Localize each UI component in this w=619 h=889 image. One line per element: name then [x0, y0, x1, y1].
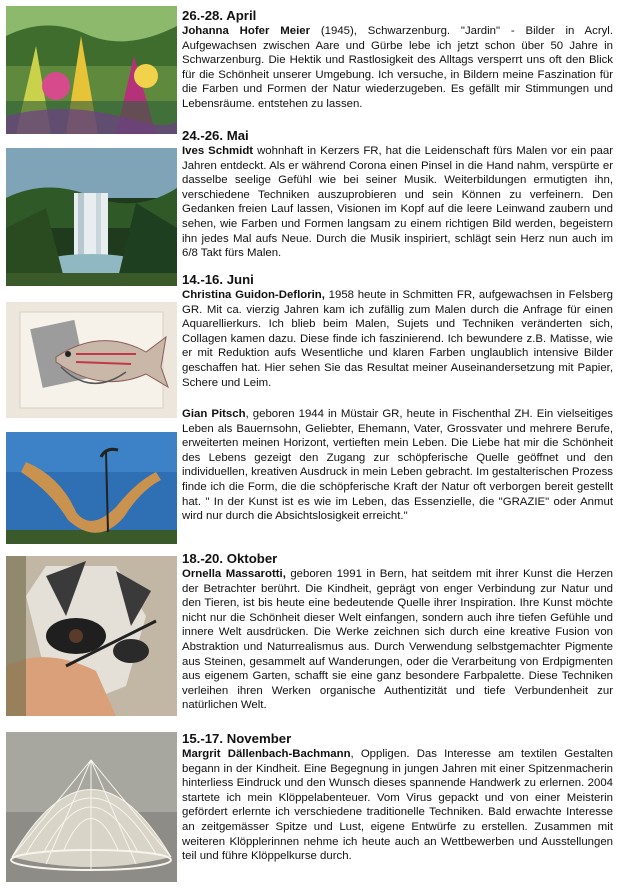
entry-date: 26.-28. April — [182, 8, 257, 23]
entry-description: (1945), Schwarzenburg. "Jardin" - Bilder in Acryl. Aufgewachsen zwischen Aare und Gürbe lebe ich jetzt schon über 50 Jahre in Schwarzenburg. Die Hektik und Rastlosigkeit des Alltags versperrt uns oft den Blick für die Schönheit unserer Umgebung. Ich versuche, in Bildern meine Faszination für die Farben und Formen der Natur wiederzugeben. Es gefällt mir Stimmungen und Lebensräume. entstehen zu lassen. — [182, 25, 613, 110]
entry-text — [182, 731, 613, 864]
artwork-image — [6, 6, 177, 134]
entry-date: 24.-26. Mai — [182, 128, 249, 143]
artwork-image — [6, 302, 177, 418]
entry-description: , geboren 1944 in Müstair GR, heute in Fischenthal ZH. Ein vielseitiges Leben als Bauernsohn, Geliebter, Ehemann, Vater, Grossvater und mehrere Berufe, erweiterten meinen Horizont, vertieften mein Leben. Die Liebe hat mir die Schönheit des Lebens gezeigt den Zugang zur schöpferische Quelle geöffnet und den individuellen, kreativen Ausdruck in mein Leben gebracht. Im gestalterischen Prozess finde ich die Form, die die schöpferische Kraft der Natur oft verborgen bereit gestellt hat. " In der Kunst ist es wie im Leben, das Essenzielle, die "GRAZIE" oder Anmut wird nur durch die Absichtslosigkeit erreicht." — [182, 408, 613, 523]
entry-text — [182, 407, 613, 524]
entry-text — [182, 128, 613, 261]
entry-text — [182, 272, 613, 390]
entry-description: 1958 heute in Schmitten FR, aufgewachsen in Felsberg GR. Mit ca. vierzig Jahren kam ich zufällig zum Malen durch die Anfrage für einen Aquarellierkurs. Ich blieb beim Malen, Sujets und Techniken veränderten sich, Collagen kamen dazu. Diese finde ich faszinierend. Ich bewundere z.B. Matisse, wie er mit Reduktion aufs Wesentliche und klaren Farben unglaublich intensive Bilder geschaffen hat. Hier sehen Sie das Resultat meiner Auseinandersetzung mit Papier, Schere und Leim. — [182, 289, 613, 389]
artist-name: Christina Guidon-Deflorin, — [182, 289, 325, 301]
entry-date: 18.-20. Oktober — [182, 551, 278, 566]
artist-name: Margrit Dällenbach-Bachmann — [182, 748, 351, 760]
artwork-image — [6, 148, 177, 286]
entry-description: geboren 1991 in Bern, hat seitdem mit ihrer Kunst die Herzen der Betrachter berührt. Die Kindheit, geprägt von enger Verbindung zur Natur und den Tieren, ist bis heute eine bedeutende Quelle ihrer Inspiration. Ihre Kunst möchte nicht nur die Schönheit dieser Welt einfangen, sondern auch ihre tiefen Gefühle und innere Welt ausdrücken. Die Werke zeichnen sich durch eine kreative Fusion von Abstraktion und Naturrealismus aus. Durch Verwendung selbstgemachter Pigmente aus Steinen, gesammelt auf Wanderungen, oder die Verarbeitung von Erdpigmenten aus eigenem Garten, schafft sie eine ganz besondere Farbpalette. Diese Techniken verleihen ihren Werken organische Authentizität und tiefe Verbundenheit zur natürlichen Welt. — [182, 568, 613, 712]
artwork-image — [6, 556, 177, 716]
entry-text — [182, 8, 613, 112]
artist-name: Ives Schmidt — [182, 145, 254, 157]
artist-name: Ornella Massarotti, — [182, 568, 286, 580]
entry-description: , Oppligen. Das Interesse am textilen Gestalten begann in der Kindheit. Eine Begegnung in jungen Jahren mit einer Spitzenmacherin hinterliess Eindruck und den Wunsch dieses spannende Handwerk zu erlernen. 2004 startete ich mein Klöppelabenteuer. Vom Virus gepackt und von einer Meisterin gefördert erlernte ich verschiedene traditionelle Techniken. Bald erwachte Interesse an zeitgemässer Spitze und Lust, eigene Entwürfe zu erstellen. Zusammen mit weiteren Klöpplerinnen nehme ich heute auch an Wettbewerben und Ausstellungen teil und führe Klöppelkurse durch. — [182, 748, 613, 863]
entry-description: wohnhaft in Kerzers FR, hat die Leidenschaft fürs Malen vor ein paar Jahren entdeckt. Als er während Corona einen Pinsel in die Hand nahm, verspürte er dasselbe seelige Gefühl wie bei seiner Musik. Weiterbildungen ermutigten ihn, verschiedene Techniken auszuprobieren und sein Können zu verfeinern. Den Gedanken freien Lauf lassen, Visionen im Kopf auf die leere Leinwand zaubern und sehen, wie Farben und Formen langsam zu einem richtigen Bild werden, begeistern ihn jedes Mal aufs Neue. Durch die Musik inspiriert, schlägt sein Herz nun auch im 6/8 Takt fürs Malen. — [182, 145, 613, 260]
artwork-image — [6, 432, 177, 544]
artwork-image — [6, 732, 177, 882]
artist-name: Gian Pitsch — [182, 408, 246, 420]
entry-text — [182, 551, 613, 713]
entry-date: 15.-17. November — [182, 731, 292, 746]
entry-date: 14.-16. Juni — [182, 272, 254, 287]
artist-name: Johanna Hofer Meier — [182, 25, 311, 37]
